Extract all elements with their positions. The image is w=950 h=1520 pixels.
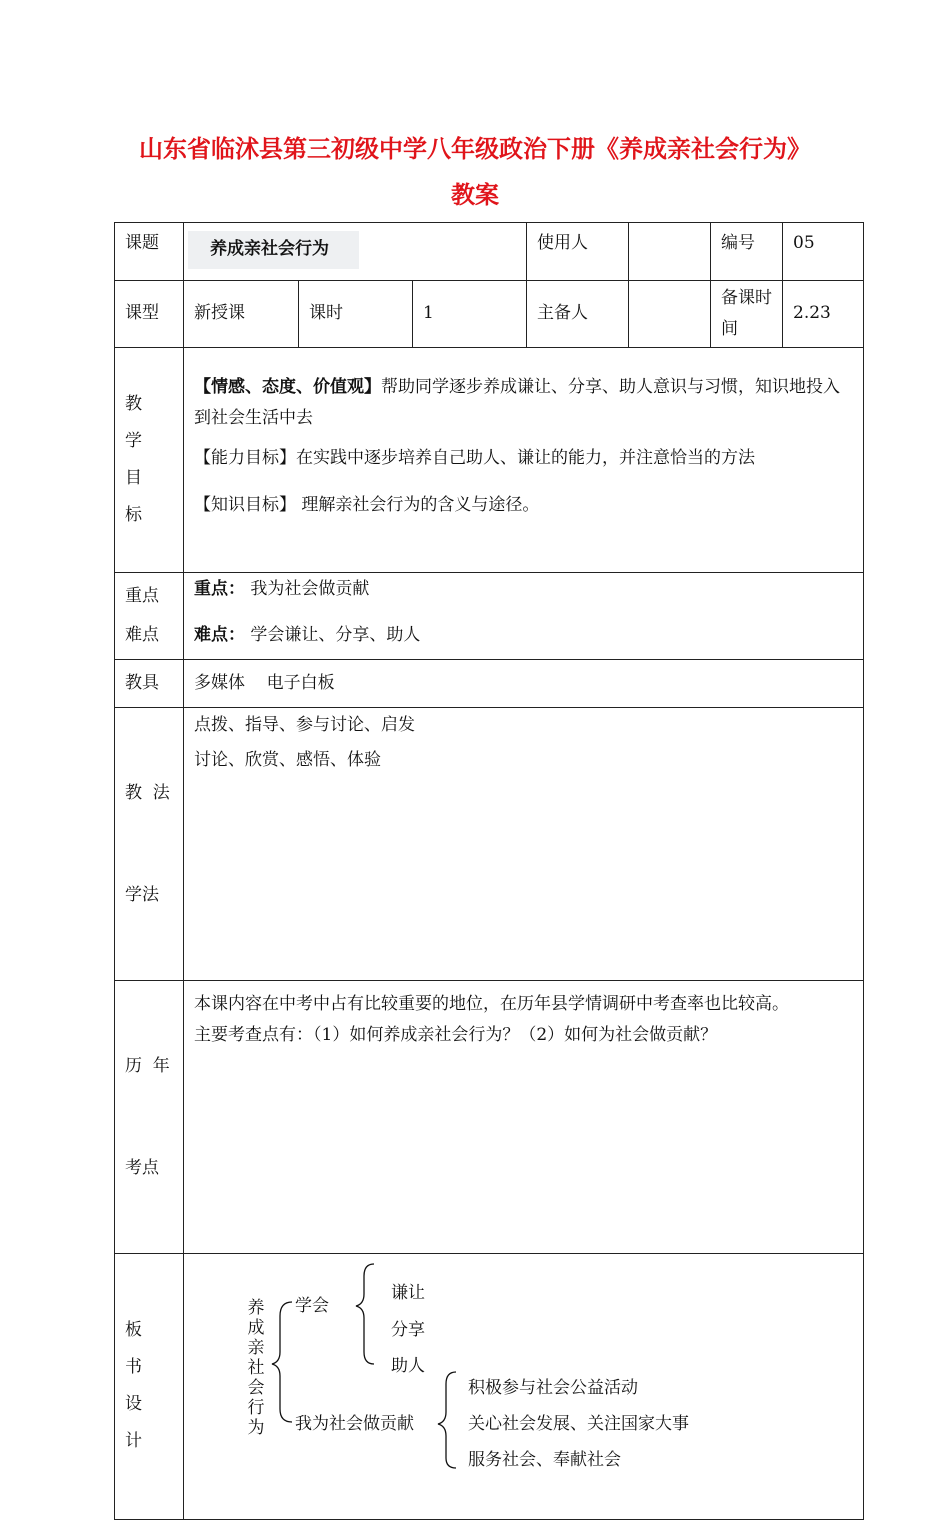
board-diagram [184,1254,863,1512]
prep-time-value: 2.23 [783,281,864,348]
exam-text2: 主要考查点有：（1）如何养成亲社会行为？（2）如何为社会做贡献？ [194,1025,718,1046]
preparer-value [629,281,711,348]
board-label: 板 书 设 计 [115,1253,184,1519]
preparer-label: 主备人 [527,281,629,348]
code-value: 05 [783,223,864,281]
hard-point: 难点： 学会谦让、分享、助人 [194,624,421,645]
exam-content [184,980,864,1253]
row-type [115,281,864,348]
row-exam [115,980,864,1253]
doc-title-line1: 山东省临沭县第三初级中学八年级政治下册《养成亲社会行为》 [139,135,811,163]
doc-title-line2: 教案 [451,181,499,209]
tools-label: 教具 [115,659,184,707]
prep-time-label: 备课时间 [711,281,783,348]
board-branch2-item: 服务社会、奉献社会 [468,1449,621,1470]
row-topic [115,223,864,281]
topic-cell [184,223,527,281]
row-board [115,1253,864,1519]
objectives-content [184,348,864,573]
row-methods [115,707,864,980]
user-value [629,223,711,281]
board-branch1-item: 助人 [391,1355,425,1376]
board-branch2-item: 积极参与社会公益活动 [468,1377,638,1398]
methods-line1: 点拨、指导、参与讨论、启发 [194,714,415,735]
objectives-label: 教 学 目 标 [115,348,184,573]
row-keypoints [115,573,864,660]
topic-label: 课题 [115,223,184,281]
keypoints-content [184,573,864,660]
board-branch2: 我为社会做贡献 [295,1413,414,1434]
hours-value: 1 [413,281,527,348]
code-label: 编号 [711,223,783,281]
row-objectives [115,348,864,573]
board-root: 养 成 亲 社 会 行 为 [247,1297,265,1438]
exam-text1: 本课内容在中考中占有比较重要的地位，在历年县学情调研中考查率也比较高。 [194,993,789,1014]
objective-emotion: 【情感、态度、价值观】帮助同学逐步养成谦让、分享、助人意识与习惯，知识地投入到社会生活中去 [194,377,840,429]
type-value: 新授课 [184,281,299,348]
tools-value: 多媒体 电子白板 [184,659,864,707]
board-branch1: 学会 [295,1295,329,1316]
methods-label: 教 法 学法 [115,707,184,980]
user-label: 使用人 [527,223,629,281]
exam-label: 历 年 考点 [115,980,184,1253]
board-branch2-item: 关心社会发展、关注国家大事 [468,1413,689,1434]
row-tools [115,659,864,707]
objective-ability: 【能力目标】在实践中逐步培养自己助人、谦让的能力，并注意恰当的方法 [194,447,755,468]
topic-value: 养成亲社会行为 [188,231,359,269]
board-branch1-item: 谦让 [391,1282,425,1303]
methods-line2: 讨论、欣赏、感悟、体验 [194,750,381,771]
methods-content [184,707,864,980]
objective-knowledge: 【知识目标】 理解亲社会行为的含义与途径。 [194,495,540,516]
board-design [184,1253,864,1519]
lesson-plan-table [114,222,864,1520]
hours-label: 课时 [299,281,413,348]
board-branch1-item: 分享 [391,1319,425,1340]
key-point: 重点： 我为社会做贡献 [194,579,370,599]
keypoints-label: 重点 难点 [115,573,184,660]
type-label: 课型 [115,281,184,348]
